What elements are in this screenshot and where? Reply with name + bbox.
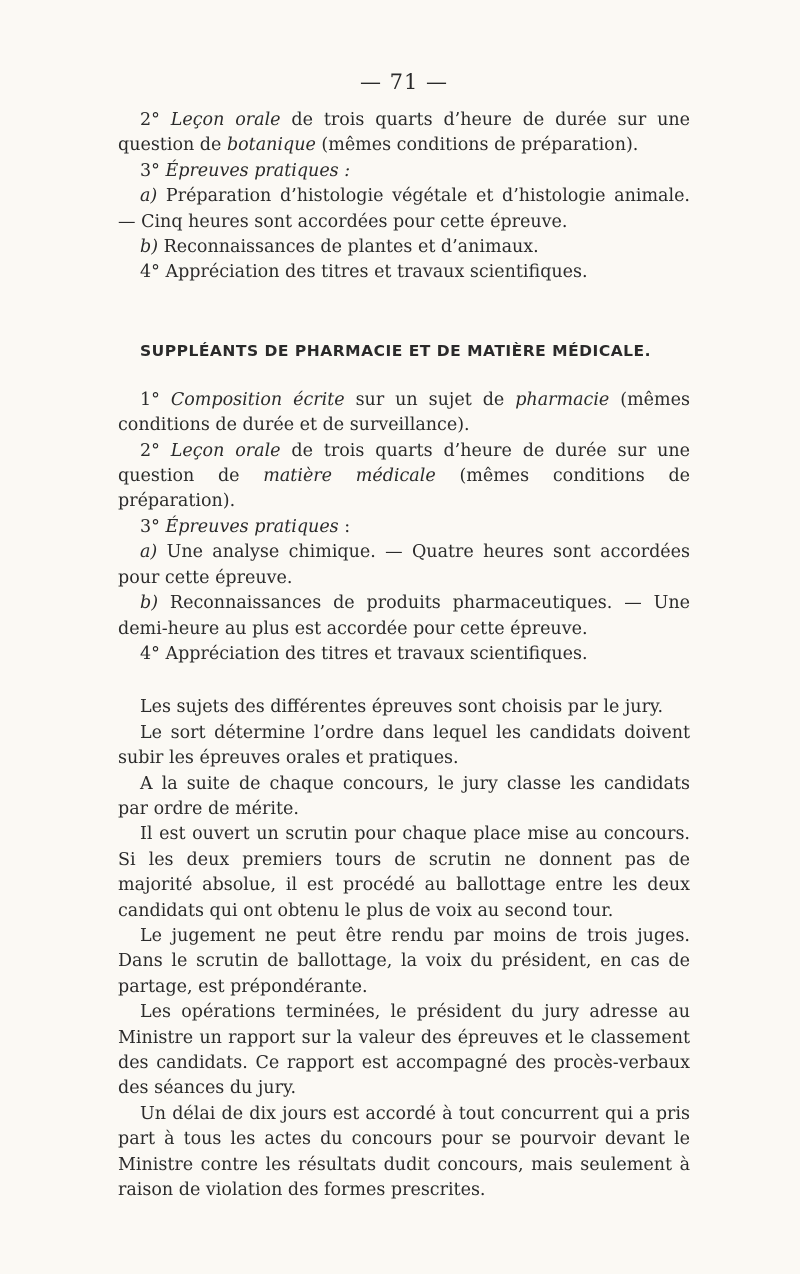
paragraph: A la suite de chaque concours, le jury classe les candidats par ordre de mérite. [118, 773, 690, 819]
item-emphasis: matière médicale [263, 466, 436, 487]
item-number: 3° [140, 160, 160, 181]
item-title: Leçon orale [170, 440, 281, 461]
item-text: sur un sujet de [344, 389, 516, 410]
item-text: Appréciation des titres et travaux scientifiques. [159, 643, 588, 664]
item-text: de trois quarts d’heure de durée sur une question de [118, 440, 690, 487]
item-epreuves-pratiques [118, 159, 690, 184]
subitem-a [118, 184, 690, 235]
item-number: 4° [140, 643, 160, 664]
item-number: 2° [140, 110, 160, 130]
item-number: 2° [140, 440, 160, 461]
paragraph: Les opérations terminées, le président du jury adresse au Ministre un rapport sur la valeur des épreuves et le classement des candidats. Ce rapport est accompagné des procès-verbaux des séances du jury. [118, 1002, 690, 1099]
spacer [118, 667, 690, 695]
paragraph: Il est ouvert un scrutin pour chaque place mise au concours. Si les deux premiers tours de scrutin ne donnent pas de majorité absolue, il est procédé au ballottage entre les deux candidats qui ont obtenu le plus de voix au second tour. [118, 824, 690, 921]
subitem-text: Une analyse chimique. — Quatre heures sont accordées pour cette épreuve. [118, 542, 690, 588]
subitem-label: a) [140, 542, 158, 563]
paragraph: Un délai de dix jours est accordé à tout concurrent qui a pris part à tous les actes du concours pour se pourvoir devant le Ministre contre les résultats dudit concours, mais seulement à raison de violation des formes prescrites. [118, 1103, 690, 1201]
item-text: (mêmes conditions de préparation). [118, 466, 690, 512]
subitem-label: b) [140, 237, 159, 258]
section-heading: SUPPLÉANTS DE PHARMACIE ET DE MATIÈRE MÉDICALE. [140, 341, 652, 360]
item-title: Épreuves pratiques [165, 516, 339, 537]
page-number: — 71 — [359, 70, 449, 94]
item-title: Composition écrite [170, 389, 345, 410]
item-appreciation-2 [118, 642, 690, 667]
paragraph: Les sujets des différentes épreuves sont choisis par le jury. [140, 697, 664, 718]
subitem-text: Reconnaissances de plantes et d’animaux. [158, 237, 539, 258]
item-composition-ecrite [118, 388, 690, 439]
item-emphasis: pharmacie [515, 389, 610, 410]
subitem-b-2 [118, 591, 690, 642]
item-emphasis: botanique [226, 135, 316, 156]
subitem-label: b) [140, 593, 159, 614]
paragraph: Le sort détermine l’ordre dans lequel les candidats doivent subir les épreuves orales et pratiques. [118, 722, 690, 769]
item-title: Leçon orale [170, 110, 281, 130]
item-text: Appréciation des titres et travaux scientifiques. [159, 262, 588, 283]
item-number: 3° [140, 516, 160, 537]
item-text: de trois quarts d’heure de durée sur une question de [118, 110, 690, 156]
subitem-text: Préparation d’histologie végétale et d’histologie animale. — Cinq heures sont accordées pour cette épreuve. [118, 186, 690, 232]
item-title: Épreuves pratiques : [165, 160, 351, 181]
item-lecon-orale-matiere [118, 439, 690, 515]
item-number: 1° [140, 389, 160, 410]
subitem-b [118, 235, 690, 260]
subitem-label: a) [140, 186, 158, 207]
item-text: : [338, 516, 351, 537]
item-number: 4° [140, 262, 160, 283]
item-appreciation [118, 260, 690, 285]
item-epreuves-pratiques-2 [118, 515, 690, 540]
subitem-text: Reconnaissances de produits pharmaceutiques. — Une demi-heure au plus est accordée pour cette épreuve. [118, 593, 690, 639]
item-text: (mêmes conditions de préparation). [315, 135, 639, 156]
item-lecon-orale-botanique [118, 108, 690, 159]
paragraph: Le jugement ne peut être rendu par moins de trois juges. Dans le scrutin de ballottage, la voix du président, en cas de partage, est prépondérante. [118, 925, 690, 997]
subitem-a-2 [118, 540, 690, 591]
item-text: (mêmes conditions de durée et de surveillance). [118, 389, 690, 436]
